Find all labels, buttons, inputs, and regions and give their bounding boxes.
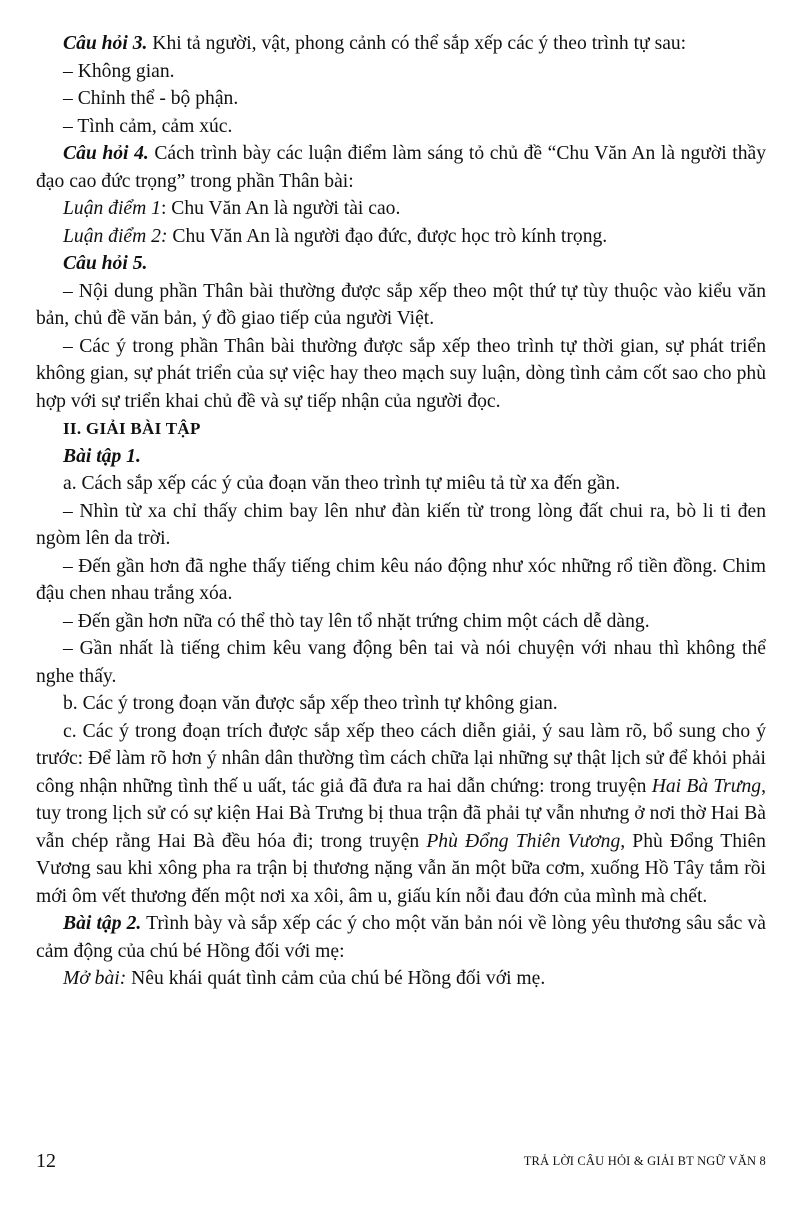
list-item: – Chỉnh thể - bộ phận. [63, 88, 239, 109]
page-footer [36, 1150, 766, 1180]
exercise-1-c-part-3: Phù Đổng Thiên Vương sau khi xông pha ra trận bị thương nặng vẫn ăn một bữa cơm, xuống Hồ Tây tắm rồi mới ôm vết thương đến một nơi xa xôi, âm u, giấu kín nỗi đau đớn của mình mà chết. [36, 830, 766, 907]
argument-1-text: : Chu Văn An là người tài cao. [160, 198, 401, 219]
exercise-2-text: Trình bày và sắp xếp các ý cho một văn bản nói về lòng yêu thương sâu sắc và cảm động của chú bé Hồng đối với mẹ: [36, 913, 767, 962]
list-item: – Tình cảm, cảm xúc. [63, 115, 233, 137]
exercise-1-dash-2: – Đến gần hơn đã nghe thấy tiếng chim kêu náo động như xóc những rổ tiền đồng. Chim đậu chen nhau trắng xóa. [36, 555, 766, 604]
exercise-1-label: Bài tập 1. [63, 445, 141, 467]
question-3-text: Khi tả người, vật, phong cảnh có thể sắp xếp các ý theo trình tự sau: [147, 33, 687, 54]
list-item: – Không gian. [63, 60, 175, 82]
story-title-hai-ba-trung: Hai Bà Trưng [651, 775, 762, 797]
exercise-1-dash-1: – Nhìn từ xa chỉ thấy chim bay lên như đàn kiến từ trong lòng đất chui ra, bò li ti đen ngòm lên da trời. [36, 500, 766, 549]
exercise-1-dash-3: – Đến gần hơn nữa có thể thò tay lên tổ nhặt trứng chim một cách dễ dàng. [63, 610, 650, 632]
question-4-label: Câu hỏi 4. [63, 143, 149, 164]
question-4-text: Cách trình bày các luận điểm làm sáng tỏ chủ đề “Chu Văn An là người thầy đạo cao đức trọng” trong phần Thân bài: [36, 143, 766, 192]
question-5-label: Câu hỏi 5. [63, 253, 148, 274]
question-3-label: Câu hỏi 3. [63, 33, 148, 54]
exercise-2-label: Bài tập 2. [63, 913, 142, 934]
argument-1-label: Luận điểm 1 [63, 198, 161, 219]
exercise-2 [36, 910, 766, 965]
question-3 [36, 30, 766, 58]
introduction [36, 965, 766, 993]
argument-2 [36, 223, 766, 251]
page-number: 12 [36, 1150, 56, 1172]
question-5-paragraph-2: – Các ý trong phần Thân bài thường được sắp xếp theo trình tự thời gian, sự phát triển không gian, sự phát triển của sự việc hay theo mạch suy luận, dòng tình cảm cốt sao cho phù hợp với sự triển khai chủ đề và sự tiếp nhận của người đọc. [36, 335, 766, 412]
introduction-text: Nêu khái quát tình cảm của chú bé Hồng đối với mẹ. [126, 968, 546, 989]
exercise-1-c-part-2: , tuy trong lịch sử có sự kiện Hai Bà Trưng bị thua trận đã phải tự vẫn nhưng ở nơi thờ Hai Bà vẫn chép rằng Hai Bà đều hóa đi; trong truyện [36, 775, 766, 852]
argument-1 [36, 195, 766, 223]
exercise-1-a: a. Cách sắp xếp các ý của đoạn văn theo trình tự miêu tả từ xa đến gần. [63, 473, 621, 494]
section-heading: II. GIẢI BÀI TẬP [63, 419, 201, 438]
story-title-phu-dong: Phù Đổng Thiên Vương, [426, 830, 626, 852]
page-content [36, 30, 766, 993]
question-5 [36, 250, 766, 278]
exercise-1 [36, 443, 766, 471]
argument-2-label: Luận điểm 2: [63, 225, 168, 247]
argument-2-text: Chu Văn An là người đạo đức, được học trò kính trọng. [167, 225, 608, 247]
question-5-paragraph-1: – Nội dung phần Thân bài thường được sắp xếp theo một thứ tự tùy thuộc vào kiểu văn bản, chủ đề văn bản, ý đồ giao tiếp của người Việt. [36, 280, 766, 329]
question-4 [36, 140, 766, 195]
introduction-label: Mở bài: [63, 968, 127, 989]
exercise-1-dash-4: – Gần nhất là tiếng chim kêu vang động bên tai và nói chuyện với nhau thì không thể nghe thấy. [36, 638, 766, 687]
exercise-1-b: b. Các ý trong đoạn văn được sắp xếp theo trình tự không gian. [63, 693, 558, 714]
exercise-1-c [36, 718, 766, 911]
exercise-1-c-part-1: c. Các ý trong đoạn trích được sắp xếp theo cách diễn giải, ý sau làm rõ, bổ sung cho ý trước: Để làm rõ hơn ý nhân dân thường tìm cách chữa lại những sự thật lịch sử để khỏi phải công nhận những tình thế u uất, tác giả đã đưa ra hai dẫn chứng: trong truyện [36, 720, 766, 797]
book-title: TRẢ LỜI CÂU HỎI & GIẢI BT NGỮ VĂN 8 [523, 1154, 766, 1168]
